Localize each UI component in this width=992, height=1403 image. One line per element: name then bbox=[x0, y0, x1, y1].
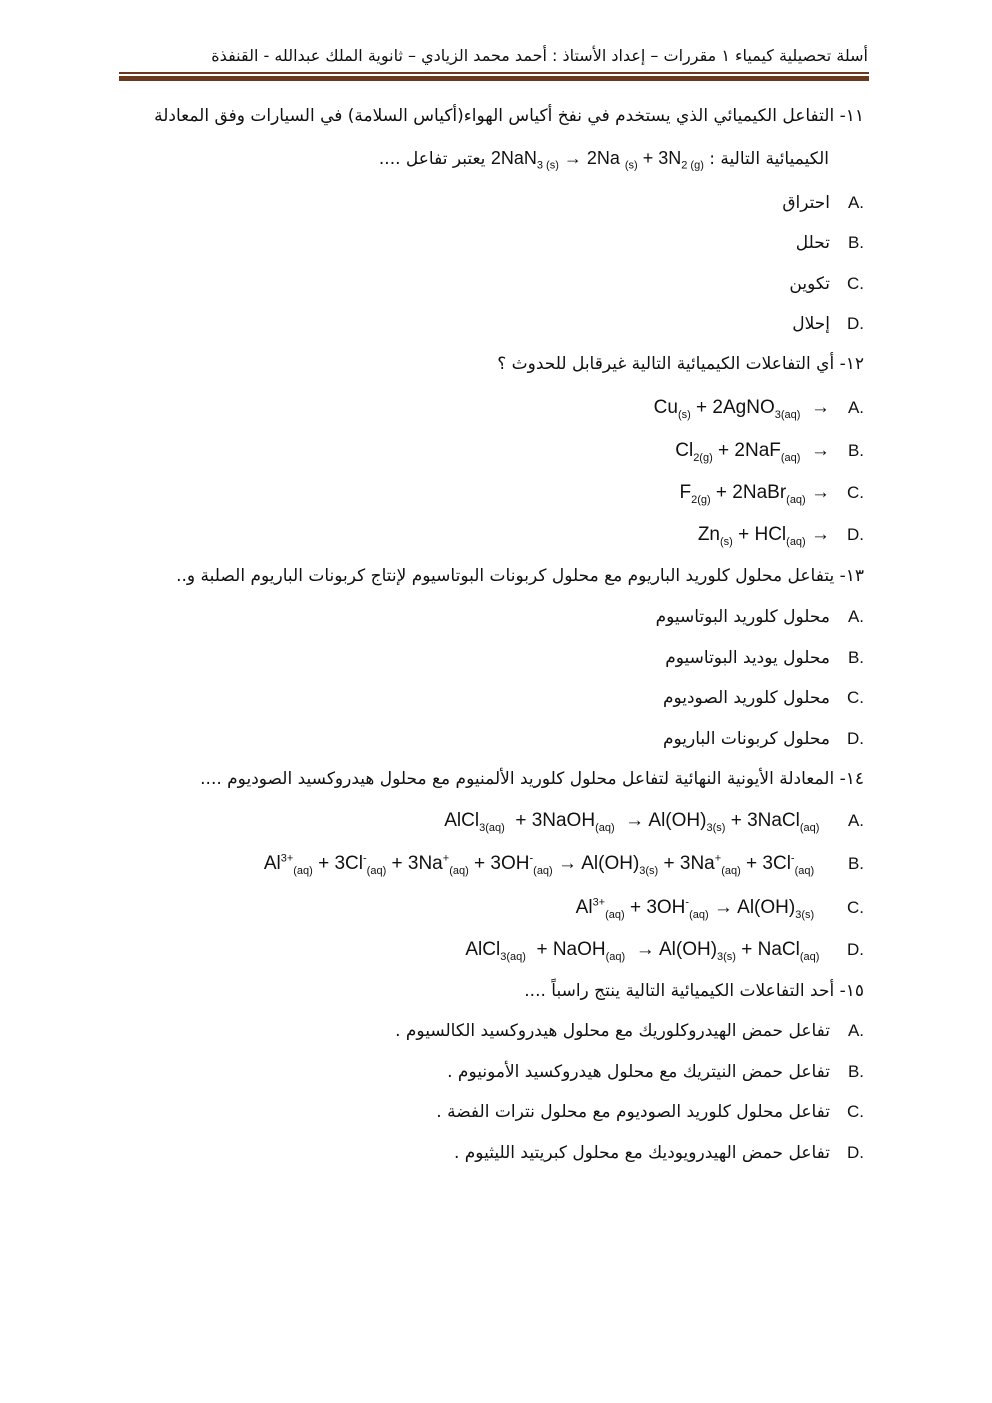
equation: $Cl_{2(g)} + 2NaF_{(aq)}$ → bbox=[675, 440, 830, 464]
q11-option-d[interactable] bbox=[792, 314, 864, 334]
option-text: احتراق bbox=[782, 193, 830, 213]
q15-option-c[interactable] bbox=[436, 1102, 864, 1122]
option-letter: D. bbox=[847, 729, 864, 748]
q13-option-d[interactable] bbox=[663, 729, 864, 749]
option-letter: B. bbox=[847, 854, 864, 873]
equation: $Al^{3+}_{(aq)} + 3Cl^-_{(aq)} + 3Na^+_{(aq)} + 3OH^-_{(aq)} \to Al(OH)_{3(s)} + 3Na^+_{(aq)} + 3Cl^-_{(aq)}$ bbox=[263, 852, 815, 877]
question-11-line2 bbox=[378, 148, 829, 172]
q12-option-c[interactable] bbox=[679, 482, 864, 504]
option-letter: D. bbox=[847, 314, 864, 333]
option-letter: B. bbox=[847, 1062, 864, 1081]
q15-option-b[interactable] bbox=[447, 1062, 864, 1082]
equation: AlCl$_{3(aq)}$ + NaOH$_{(aq)}$ → $Al(OH)_{3(s)}$ + NaCl$_{(aq)}$ bbox=[465, 939, 820, 963]
q15-option-d[interactable] bbox=[454, 1143, 864, 1163]
equation: $F_{2(g)}$ + 2NaBr$_{(aq)}$ → bbox=[679, 482, 830, 506]
q13-option-b[interactable] bbox=[665, 648, 864, 668]
option-text: محلول يوديد البوتاسيوم bbox=[665, 648, 830, 668]
q12-option-a[interactable] bbox=[654, 397, 864, 419]
question-12: ١٢- أي التفاعلات الكيميائية التالية غيرقابل للحدوث ؟ bbox=[497, 354, 864, 374]
option-text: تكوين bbox=[789, 274, 830, 294]
q15-option-a[interactable] bbox=[395, 1021, 864, 1041]
option-letter: C. bbox=[847, 483, 864, 502]
option-letter: C. bbox=[847, 688, 864, 707]
option-letter: A. bbox=[847, 193, 864, 212]
header-rule-thick bbox=[119, 76, 869, 81]
question-11-line2-tail: يعتبر تفاعل .... bbox=[378, 149, 486, 169]
question-14: ١٤- المعادلة الأيونية النهائية لتفاعل محلول كلوريد الألمنيوم مع محلول هيدروكسيد الصوديوم .... bbox=[200, 769, 864, 789]
q13-option-a[interactable] bbox=[656, 607, 864, 627]
option-text: إحلال bbox=[792, 314, 830, 334]
question-15: ١٥- أحد التفاعلات الكيميائية التالية ينتج راسباً .... bbox=[524, 981, 864, 1001]
q14-option-c[interactable] bbox=[576, 897, 864, 919]
option-letter: A. bbox=[847, 398, 864, 417]
option-letter: C. bbox=[847, 1102, 864, 1121]
option-letter: B. bbox=[847, 233, 864, 252]
question-11-line1: ١١- التفاعل الكيميائي الذي يستخدم في نفخ أكياس الهواء(أكياس السلامة) في السيارات وفق المعادلة bbox=[154, 106, 864, 126]
question-13: ١٣- يتفاعل محلول كلوريد الباريوم مع محلول كربونات البوتاسيوم لإنتاج كربونات الباريوم الصلبة و.. bbox=[176, 566, 864, 586]
option-text: محلول كلوريد البوتاسيوم bbox=[655, 607, 830, 627]
option-letter: D. bbox=[847, 940, 864, 959]
option-letter: C. bbox=[847, 274, 864, 293]
equation: $Zn_{(s)} + HCl_{(aq)}$ → bbox=[697, 524, 830, 548]
option-letter: A. bbox=[847, 811, 864, 830]
option-letter: B. bbox=[847, 648, 864, 667]
q14-option-a[interactable] bbox=[444, 810, 864, 832]
option-text: تفاعل محلول كلوريد الصوديوم مع محلول نترات الفضة . bbox=[436, 1102, 830, 1122]
page-header: أسلة تحصيلية كيمياء ١ مقررات – إعداد الأستاذ : أحمد محمد الزيادي – ثانوية الملك عبدالله - القنفذة bbox=[211, 46, 868, 65]
airbag-equation: 2NaN$_{3 (s)}$ → 2Na $_{(s)} + 3N_{2 (g)}$ bbox=[490, 148, 704, 172]
equation: $Cu_{(s)}$ + 2AgNO$_{3(aq)}$ → bbox=[653, 397, 830, 421]
equation: AlCl$_{3(aq)}$ + 3NaOH$_{(aq)}$ → $Al(OH)_{3(s)}$ + 3NaCl$_{(aq)}$ bbox=[444, 810, 820, 834]
q11-option-b[interactable] bbox=[796, 233, 864, 253]
option-letter: A. bbox=[847, 607, 864, 626]
q14-option-d[interactable] bbox=[465, 939, 864, 961]
option-letter: B. bbox=[847, 441, 864, 460]
q12-option-b[interactable] bbox=[675, 440, 864, 462]
question-11-line2-text: الكيميائية التالية : bbox=[709, 149, 829, 169]
option-letter: D. bbox=[847, 1143, 864, 1162]
option-text: محلول كربونات الباريوم bbox=[662, 729, 830, 749]
q12-option-d[interactable] bbox=[698, 524, 864, 546]
option-text: تفاعل حمض الهيدرويوديك مع محلول كبريتيد الليثيوم . bbox=[453, 1143, 830, 1163]
q13-option-c[interactable] bbox=[663, 688, 864, 708]
equation: $Al^{3+}_{(aq)} + 3OH^-_{(aq)} \to Al(OH)_{3(s)}$ bbox=[575, 896, 815, 921]
option-letter: A. bbox=[847, 1021, 864, 1040]
option-text: محلول كلوريد الصوديوم bbox=[662, 688, 830, 708]
q14-option-b[interactable] bbox=[264, 853, 864, 875]
header-rule-thin bbox=[119, 72, 869, 74]
option-text: تحلل bbox=[795, 233, 830, 253]
option-letter: C. bbox=[847, 898, 864, 917]
option-text: تفاعل حمض النيتريك مع محلول هيدروكسيد الأمونيوم . bbox=[447, 1062, 830, 1082]
option-text: تفاعل حمض الهيدروكلوريك مع محلول هيدروكسيد الكالسيوم . bbox=[395, 1021, 830, 1041]
q11-option-a[interactable] bbox=[782, 193, 864, 213]
q11-option-c[interactable] bbox=[789, 274, 864, 294]
option-letter: D. bbox=[847, 525, 864, 544]
